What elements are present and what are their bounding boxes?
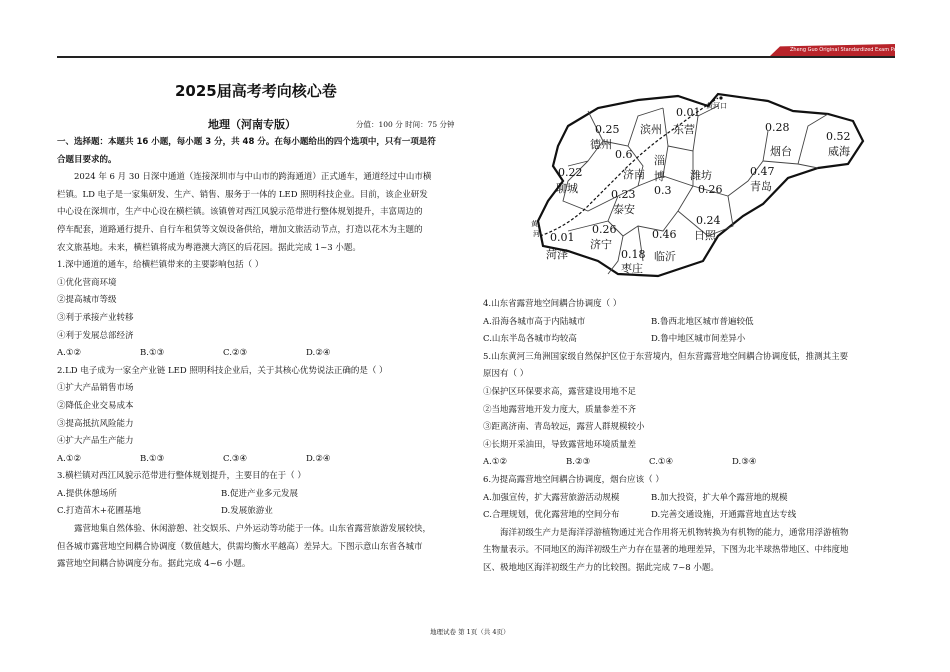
passage-line: 栏镇。LD 电子是一家集研发、生产、销售、服务于一体的 LED 照明科技企业。目前，该企业研发 (57, 189, 428, 200)
map-value-烟台: 0.28 (765, 121, 790, 134)
question-1-options (57, 345, 436, 363)
option-c[interactable]: C.②③ (223, 348, 248, 359)
question-6-stem: 6.为提高露营地空间耦合协调度，烟台应该（ ） (483, 474, 664, 485)
shandong-map (528, 86, 868, 286)
map-value-青岛: 0.47 (750, 165, 775, 178)
map-city-枣庄: 枣庄 (621, 262, 643, 275)
option-a[interactable]: A.提供休憩场所 (57, 488, 117, 499)
map-city-烟台: 烟台 (770, 145, 792, 158)
question-item: ②降低企业交易成本 (57, 400, 134, 411)
map-label-river-1: 黄 (531, 220, 538, 228)
map-city-菏泽: 菏泽 (546, 248, 568, 261)
question-3-options-row2 (57, 503, 436, 521)
map-label-estuary: 黄河口 (706, 102, 727, 110)
question-3-stem: 3.横栏镇对西江风貌示范带进行整体规划提升，主要目的在于（ ） (57, 471, 306, 482)
passage-line: 生物量表示。不同地区的海洋初级生产力存在显著的地理差异，下图为北半球热带地区、中纬度地 (483, 545, 849, 556)
option-b[interactable]: B.①③ (140, 348, 165, 359)
map-value-淄博: 0.3 (654, 184, 672, 197)
map-city-淄博-1: 淄 (654, 154, 665, 167)
option-c[interactable]: C.③④ (223, 453, 248, 464)
question-4-options-row2 (483, 331, 849, 349)
question-6-options-row1 (483, 490, 849, 508)
question-5-options (483, 454, 849, 472)
map-city-青岛: 青岛 (750, 180, 772, 193)
left-column (57, 134, 436, 574)
question-item: ③提高抵抗风险能力 (57, 418, 134, 429)
option-b[interactable]: B.促进产业多元发展 (221, 488, 298, 499)
map-value-菏泽: 0.01 (550, 231, 575, 244)
option-b[interactable]: B.加大投资，扩大单个露营地的规模 (651, 492, 788, 503)
header-rule (57, 56, 895, 58)
question-4-options-row1 (483, 314, 849, 332)
question-item: ③距离济南、青岛较远，露营人群规模较小 (483, 422, 645, 433)
option-a[interactable]: A.沿海各城市高于内陆城市 (483, 316, 586, 327)
question-item: ①保护区环保要求高，露营建设用地不足 (483, 386, 637, 397)
option-d[interactable]: D.完善交通设施，开通露营地直达专线 (651, 510, 797, 521)
option-b[interactable]: B.②③ (566, 457, 591, 468)
passage-line: 露营地空间耦合协调度分布。据此完成 4~6 小题。 (57, 559, 251, 570)
passage-line: 中心设在深圳市，生产中心设在横栏镇。该镇曾对西江风貌示范带进行整体规划提升，丰富周边的 (57, 207, 423, 218)
option-c[interactable]: C.合理规划，优化露营地的空间分布 (483, 510, 620, 521)
estuary-marker (719, 96, 722, 99)
map-value-潍坊: 0.26 (698, 183, 723, 196)
question-5-stem: 5.山东黄河三角洲国家级自然保护区位于东营境内，但东营露营地空间耦合协调度低，推测其主要 (483, 351, 849, 362)
question-5-stem-cont: 原因有（ ） (483, 369, 529, 380)
map-city-滨州: 滨州 (640, 123, 662, 136)
option-c[interactable]: C.打造苗木+花圃基地 (57, 506, 142, 517)
map-city-泰安: 泰安 (613, 203, 635, 216)
passage-line: 露营地集自然体验、休闲游憩、社交娱乐、户外运动等功能于一体。山东省露营旅游发展较快， (74, 524, 432, 535)
question-item: ②提高城市等级 (57, 295, 117, 306)
question-item: ①优化营商环境 (57, 277, 117, 288)
option-b[interactable]: B.鲁西北地区城市普遍较低 (651, 316, 754, 327)
option-d[interactable]: D.②④ (306, 453, 331, 464)
map-value-济宁: 0.26 (592, 223, 617, 236)
map-city-济南: 济南 (623, 168, 645, 181)
question-2-stem: 2.LD 电子成为一家全产业链 LED 照明科技企业后，关于其核心优势说法正确的是（ ） (57, 365, 388, 376)
map-city-济宁: 济宁 (590, 238, 612, 251)
map-city-威海: 威海 (828, 145, 850, 158)
option-a[interactable]: A.①② (483, 457, 508, 468)
option-d[interactable]: D.③④ (732, 457, 757, 468)
question-item: ②当地露营地开发力度大，质量参差不齐 (483, 404, 637, 415)
question-item: ④利于发展总部经济 (57, 330, 134, 341)
map-value-临沂: 0.46 (652, 228, 677, 241)
map-value-聊城: 0.22 (558, 166, 583, 179)
exam-title: 2025届高考考向核心卷 (175, 82, 337, 100)
question-1-stem: 1.深中通道的通车，给横栏镇带来的主要影响包括（ ） (57, 260, 264, 271)
right-column (483, 296, 849, 578)
question-item: ④扩大产品生产能力 (57, 436, 134, 447)
score-time: 分值：100 分 时间：75 分钟 (356, 120, 455, 129)
map-city-聊城: 聊城 (556, 182, 578, 195)
page-footer: 地理试卷 第 1页（共 4页） (430, 628, 510, 636)
option-d[interactable]: D.②④ (306, 348, 331, 359)
passage-line: 农文旅基地。未来，横栏镇将成为粤港澳大湾区的后花园。据此完成 1~3 小题。 (57, 242, 361, 253)
passage-line: 但各城市露营地空间耦合协调度（数值越大，供需均衡水平越高）差异大。下图示意山东省各城市 (57, 541, 423, 552)
question-6-options-row2 (483, 507, 849, 525)
map-city-东营: 东营 (673, 123, 695, 136)
question-item: ①扩大产品销售市场 (57, 383, 134, 394)
map-city-日照: 日照 (694, 229, 716, 242)
map-label-river-2: 河 (533, 230, 540, 238)
question-item: ④长期开采油田，导致露营地环境质量差 (483, 439, 637, 450)
map-value-日照: 0.24 (696, 214, 721, 227)
map-value-滨州: 0.01 (676, 106, 701, 119)
section-title-cont: 合题目要求的。 (57, 154, 117, 165)
option-d[interactable]: D.发展旅游业 (221, 506, 273, 517)
section-title: 一、选择题：本题共 16 小题，每小题 3 分，共 48 分。在每小题给出的四个选项中，只有一项是符 (57, 137, 436, 147)
map-value-德州: 0.25 (595, 123, 620, 136)
question-2-options (57, 451, 436, 469)
option-b[interactable]: B.①③ (140, 453, 165, 464)
option-d[interactable]: D.鲁中地区城市间差异小 (651, 334, 746, 345)
brand-logo-text: Zheng Guo Original Standardized Exam Paper (790, 47, 905, 53)
question-item: ③利于承接产业转移 (57, 312, 134, 323)
option-a[interactable]: A.加强宣传，扩大露营旅游活动规模 (483, 492, 620, 503)
option-c[interactable]: C.山东半岛各城市均较高 (483, 334, 577, 345)
passage-line: 海洋初级生产力是海洋浮游植物通过光合作用将无机物转换为有机物的能力，通常用浮游植物 (500, 527, 849, 538)
map-value-济南: 0.6 (615, 148, 633, 161)
option-c[interactable]: C.①④ (649, 457, 674, 468)
question-3-options-row1 (57, 486, 436, 504)
passage-line: 2024 年 6 月 30 日深中通道（连接深圳市与中山市的跨海通道）正式通车，通道经过中山市横 (74, 172, 432, 183)
exam-subtitle: 地理（河南专版） (208, 118, 296, 131)
question-4-stem: 4.山东省露营地空间耦合协调度（ ） (483, 299, 622, 309)
passage-line: 区、极地地区海洋初级生产力的比较图。据此完成 7~8 小题。 (483, 562, 719, 573)
map-value-威海: 0.52 (826, 130, 851, 143)
option-a[interactable]: A.①② (57, 348, 82, 359)
map-city-德州: 德州 (590, 138, 612, 151)
map-city-临沂: 临沂 (654, 250, 676, 263)
map-value-泰安: 0.23 (611, 188, 636, 201)
map-city-潍坊: 潍坊 (690, 169, 712, 182)
map-city-淄博-2: 博 (654, 170, 665, 183)
map-value-枣庄: 0.18 (621, 248, 646, 261)
option-a[interactable]: A.①② (57, 453, 82, 464)
passage-line: 停车配套，道路通行提升、自行车租赁等文娱设备供给，增加文旅活动节点，打造以花木为主题的 (57, 224, 423, 235)
